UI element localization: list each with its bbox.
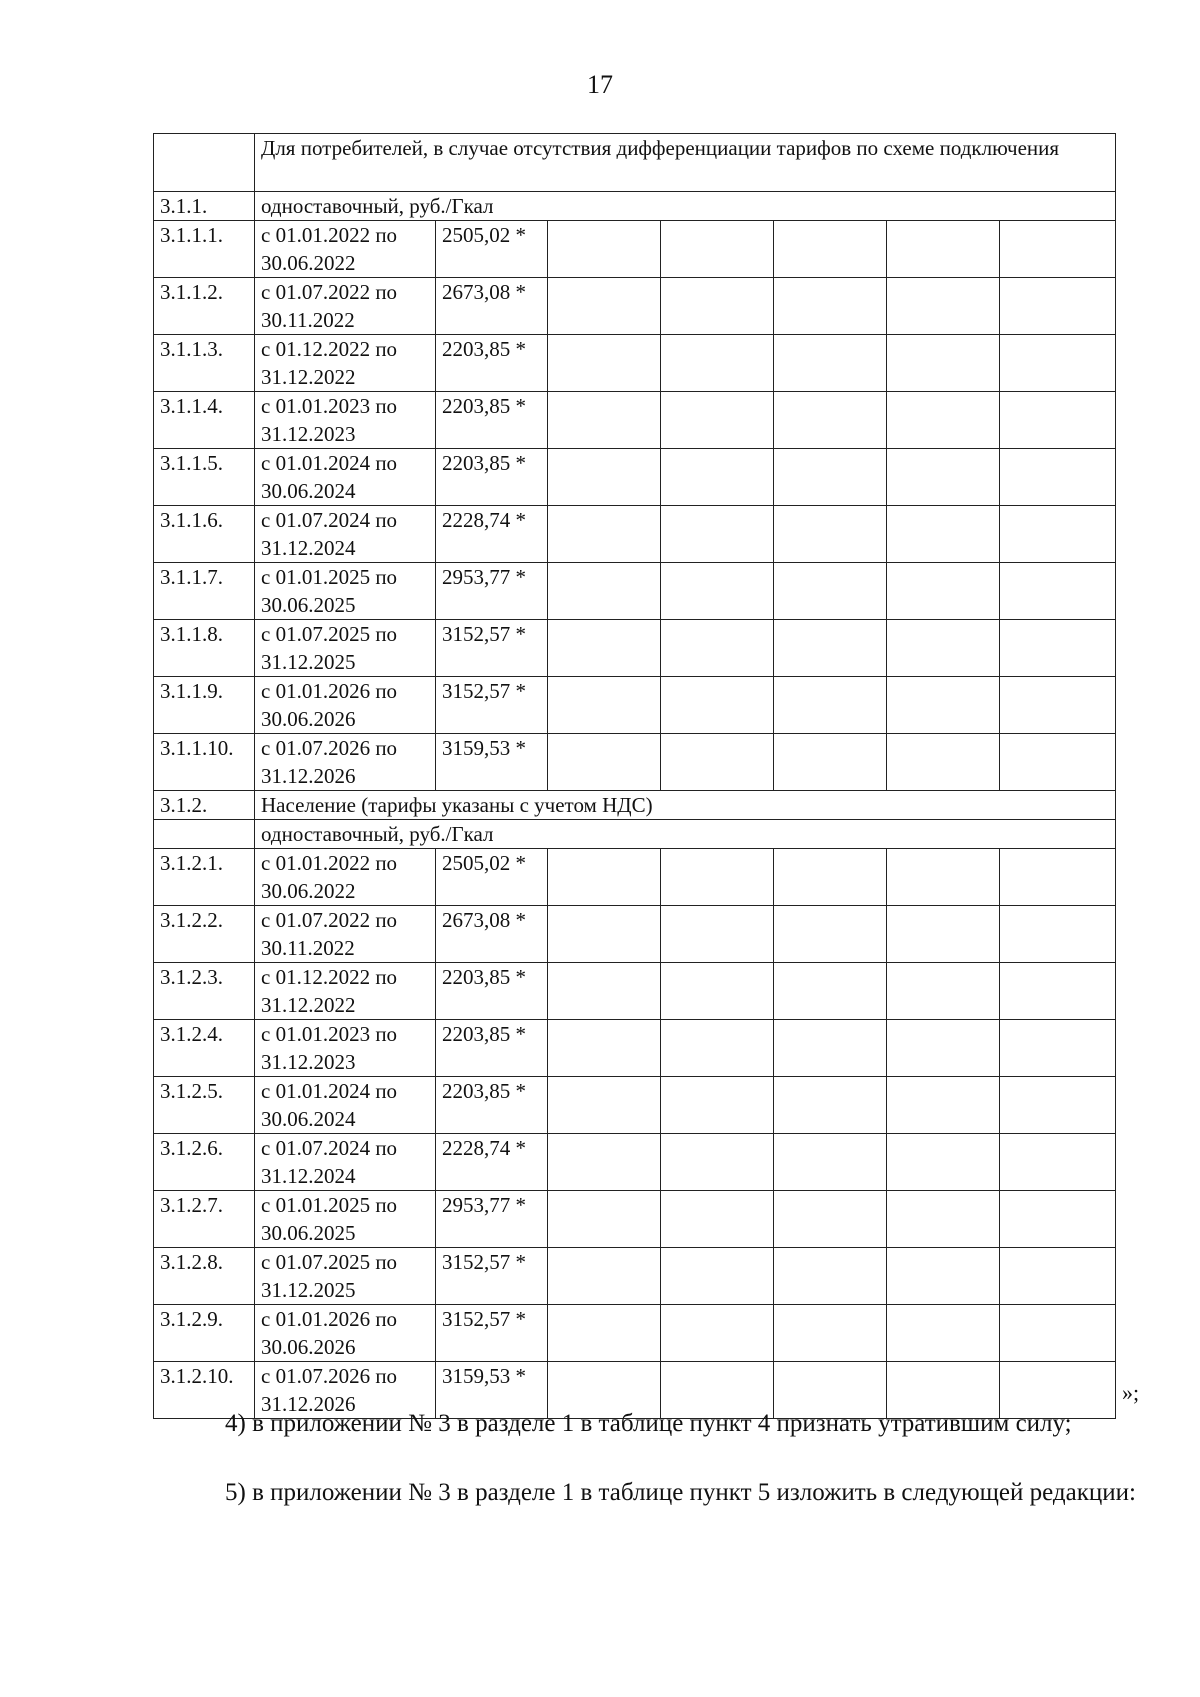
table-row <box>154 1305 1116 1362</box>
period-cell <box>255 449 436 506</box>
empty-cell <box>774 392 887 449</box>
empty-cell <box>548 963 661 1020</box>
empty-cell <box>548 1077 661 1134</box>
empty-cell <box>887 1134 1000 1191</box>
empty-cell <box>774 563 887 620</box>
empty-cell <box>774 506 887 563</box>
period-end: 31.12.2025 <box>261 1278 356 1302</box>
tariff-value: 2673,08 * <box>436 278 548 335</box>
empty-cell <box>887 506 1000 563</box>
period-start: с 01.01.2024 по <box>261 1079 398 1103</box>
empty-cell <box>661 677 774 734</box>
empty-cell <box>1000 1191 1116 1248</box>
empty-cell <box>1000 620 1116 677</box>
tariff-value: 3152,57 * <box>436 677 548 734</box>
empty-cell <box>661 734 774 791</box>
section-title-row <box>154 791 1116 820</box>
period-start: с 01.01.2026 по <box>261 1307 398 1331</box>
tariff-value: 2953,77 * <box>436 563 548 620</box>
table-row <box>154 1248 1116 1305</box>
row-number: 3.1.1.1. <box>154 221 255 278</box>
empty-cell <box>1000 221 1116 278</box>
table-row <box>154 620 1116 677</box>
paragraph-item-5 <box>153 1476 1153 1510</box>
empty-cell <box>1000 849 1116 906</box>
table-row <box>154 506 1116 563</box>
period-cell <box>255 1305 436 1362</box>
period-cell <box>255 1191 436 1248</box>
empty-cell <box>887 1248 1000 1305</box>
table-header-text: Для потребителей, в случае отсутствия дифференциации тарифов по схеме подключения <box>255 134 1116 192</box>
empty-cell <box>661 506 774 563</box>
empty-cell <box>774 335 887 392</box>
period-start: с 01.07.2026 по <box>261 1364 398 1388</box>
empty-cell <box>774 1077 887 1134</box>
empty-cell <box>1000 335 1116 392</box>
empty-cell <box>774 620 887 677</box>
row-number: 3.1.2.6. <box>154 1134 255 1191</box>
period-cell <box>255 620 436 677</box>
tariff-value: 2228,74 * <box>436 506 548 563</box>
period-end: 31.12.2025 <box>261 650 356 674</box>
period-cell <box>255 734 436 791</box>
tariff-value: 3152,57 * <box>436 1248 548 1305</box>
row-number: 3.1.2.4. <box>154 1020 255 1077</box>
period-end: 30.11.2022 <box>261 936 355 960</box>
period-end: 31.12.2024 <box>261 536 356 560</box>
empty-cell <box>548 278 661 335</box>
table-row <box>154 849 1116 906</box>
empty-cell <box>661 1134 774 1191</box>
table-row <box>154 335 1116 392</box>
period-end: 30.06.2026 <box>261 707 356 731</box>
table-row <box>154 392 1116 449</box>
table-row <box>154 1134 1116 1191</box>
period-end: 30.06.2022 <box>261 251 356 275</box>
tariff-value: 2203,85 * <box>436 963 548 1020</box>
empty-cell <box>887 278 1000 335</box>
period-cell <box>255 278 436 335</box>
empty-cell <box>548 734 661 791</box>
empty-cell <box>887 849 1000 906</box>
empty-cell <box>1000 1020 1116 1077</box>
period-end: 31.12.2023 <box>261 1050 356 1074</box>
empty-cell <box>1000 1134 1116 1191</box>
period-cell <box>255 563 436 620</box>
tariff-value: 2203,85 * <box>436 335 548 392</box>
empty-cell <box>887 221 1000 278</box>
empty-cell <box>661 449 774 506</box>
empty-cell <box>1000 1305 1116 1362</box>
table-header-row <box>154 134 1116 192</box>
period-start: с 01.07.2022 по <box>261 908 398 932</box>
empty-cell <box>774 677 887 734</box>
period-end: 31.12.2024 <box>261 1164 356 1188</box>
row-number: 3.1.2.2. <box>154 906 255 963</box>
empty-cell <box>548 1020 661 1077</box>
tariff-value: 2203,85 * <box>436 1077 548 1134</box>
period-end: 31.12.2023 <box>261 422 356 446</box>
period-end: 31.12.2022 <box>261 993 356 1017</box>
tariff-value: 2505,02 * <box>436 221 548 278</box>
section-label: одноставочный, руб./Гкал <box>255 820 1116 849</box>
empty-cell <box>1000 278 1116 335</box>
empty-cell <box>1000 906 1116 963</box>
empty-cell <box>774 734 887 791</box>
row-number: 3.1.1.3. <box>154 335 255 392</box>
empty-cell <box>887 1191 1000 1248</box>
table-row <box>154 677 1116 734</box>
table-row <box>154 1020 1116 1077</box>
tariff-value: 2228,74 * <box>436 1134 548 1191</box>
empty-cell <box>1000 563 1116 620</box>
row-number: 3.1.2.10. <box>154 1362 255 1419</box>
empty-cell <box>661 335 774 392</box>
empty-cell <box>774 221 887 278</box>
empty-cell <box>774 849 887 906</box>
row-number: 3.1.1.7. <box>154 563 255 620</box>
row-number: 3.1.2.9. <box>154 1305 255 1362</box>
empty-cell <box>661 1305 774 1362</box>
period-end: 31.12.2026 <box>261 764 356 788</box>
row-number: 3.1.2.5. <box>154 1077 255 1134</box>
tariff-table <box>153 133 1116 1419</box>
empty-cell <box>887 734 1000 791</box>
header-number-cell <box>154 134 255 192</box>
period-cell <box>255 906 436 963</box>
empty-cell <box>661 1077 774 1134</box>
empty-cell <box>1000 506 1116 563</box>
row-number: 3.1.1.5. <box>154 449 255 506</box>
empty-cell <box>548 563 661 620</box>
empty-cell <box>887 1305 1000 1362</box>
section-title: Население (тарифы указаны с учетом НДС) <box>255 791 1116 820</box>
period-cell <box>255 506 436 563</box>
section-number: 3.1.1. <box>154 192 255 221</box>
period-end: 30.06.2024 <box>261 1107 356 1131</box>
empty-cell <box>774 1134 887 1191</box>
table-row <box>154 906 1116 963</box>
section-label-row <box>154 192 1116 221</box>
empty-cell <box>887 963 1000 1020</box>
empty-cell <box>774 963 887 1020</box>
period-start: с 01.07.2022 по <box>261 280 398 304</box>
tariff-table-body <box>154 134 1116 1419</box>
row-number: 3.1.2.1. <box>154 849 255 906</box>
period-end: 30.11.2022 <box>261 308 355 332</box>
empty-cell <box>774 1020 887 1077</box>
empty-cell <box>1000 392 1116 449</box>
empty-cell <box>661 963 774 1020</box>
table-row <box>154 734 1116 791</box>
row-number: 3.1.1.8. <box>154 620 255 677</box>
empty-cell <box>661 620 774 677</box>
tariff-value: 2203,85 * <box>436 1020 548 1077</box>
empty-cell <box>774 1248 887 1305</box>
tariff-value: 2203,85 * <box>436 449 548 506</box>
empty-cell <box>661 1020 774 1077</box>
period-end: 30.06.2024 <box>261 479 356 503</box>
period-cell <box>255 335 436 392</box>
empty-cell <box>548 1134 661 1191</box>
period-cell <box>255 221 436 278</box>
empty-cell <box>661 278 774 335</box>
paragraph-item-4 <box>153 1407 1153 1441</box>
page-number: 17 <box>587 70 613 99</box>
empty-cell <box>774 1191 887 1248</box>
empty-cell <box>548 620 661 677</box>
empty-cell <box>774 449 887 506</box>
table-row <box>154 1191 1116 1248</box>
empty-cell <box>661 906 774 963</box>
empty-cell <box>887 1020 1000 1077</box>
tariff-value: 2203,85 * <box>436 392 548 449</box>
period-cell <box>255 1248 436 1305</box>
row-number: 3.1.1.9. <box>154 677 255 734</box>
period-cell <box>255 392 436 449</box>
empty-cell <box>1000 963 1116 1020</box>
empty-cell <box>1000 677 1116 734</box>
empty-cell <box>548 1305 661 1362</box>
tariff-value: 3152,57 * <box>436 1305 548 1362</box>
paragraph-text: 5) в приложении № 3 в разделе 1 в таблице пункт 5 изложить в следующей редакции: <box>225 1479 1136 1506</box>
period-start: с 01.07.2024 по <box>261 508 398 532</box>
empty-cell <box>548 1191 661 1248</box>
row-number: 3.1.1.10. <box>154 734 255 791</box>
period-start: с 01.12.2022 по <box>261 965 398 989</box>
tariff-value: 2953,77 * <box>436 1191 548 1248</box>
section-number-empty <box>154 820 255 849</box>
period-end: 31.12.2022 <box>261 365 356 389</box>
period-start: с 01.07.2026 по <box>261 736 398 760</box>
period-start: с 01.01.2026 по <box>261 679 398 703</box>
table-row <box>154 1077 1116 1134</box>
empty-cell <box>661 392 774 449</box>
row-number: 3.1.2.3. <box>154 963 255 1020</box>
paragraph-text: 4) в приложении № 3 в разделе 1 в таблице пункт 4 признать утратившим силу; <box>225 1410 1072 1437</box>
tariff-value: 3152,57 * <box>436 620 548 677</box>
tariff-value: 2505,02 * <box>436 849 548 906</box>
row-number: 3.1.1.4. <box>154 392 255 449</box>
empty-cell <box>887 449 1000 506</box>
period-start: с 01.07.2024 по <box>261 1136 398 1160</box>
period-end: 30.06.2025 <box>261 1221 356 1245</box>
period-end: 30.06.2025 <box>261 593 356 617</box>
period-start: с 01.01.2023 по <box>261 1022 398 1046</box>
period-end: 31.12.2026 <box>261 1392 356 1416</box>
empty-cell <box>774 278 887 335</box>
period-start: с 01.07.2025 по <box>261 622 398 646</box>
period-cell <box>255 963 436 1020</box>
period-end: 30.06.2026 <box>261 1335 356 1359</box>
period-cell <box>255 849 436 906</box>
tariff-value: 2673,08 * <box>436 906 548 963</box>
tariff-value: 3159,53 * <box>436 1362 548 1419</box>
empty-cell <box>1000 1248 1116 1305</box>
empty-cell <box>548 906 661 963</box>
empty-cell <box>887 1077 1000 1134</box>
period-cell <box>255 1077 436 1134</box>
period-end: 30.06.2022 <box>261 879 356 903</box>
table-row <box>154 278 1116 335</box>
row-number: 3.1.1.2. <box>154 278 255 335</box>
empty-cell <box>887 563 1000 620</box>
empty-cell <box>1000 449 1116 506</box>
period-start: с 01.01.2025 по <box>261 1193 398 1217</box>
empty-cell <box>548 392 661 449</box>
empty-cell <box>661 563 774 620</box>
empty-cell <box>774 906 887 963</box>
empty-cell <box>887 335 1000 392</box>
closing-quote-mark: »; <box>1122 1380 1140 1405</box>
empty-cell <box>548 849 661 906</box>
empty-cell <box>1000 1077 1116 1134</box>
empty-cell <box>548 677 661 734</box>
empty-cell <box>661 1191 774 1248</box>
period-start: с 01.07.2025 по <box>261 1250 398 1274</box>
empty-cell <box>661 221 774 278</box>
period-start: с 01.12.2022 по <box>261 337 398 361</box>
section-label: одноставочный, руб./Гкал <box>255 192 1116 221</box>
period-start: с 01.01.2025 по <box>261 565 398 589</box>
period-start: с 01.01.2022 по <box>261 851 398 875</box>
period-start: с 01.01.2023 по <box>261 394 398 418</box>
period-start: с 01.01.2024 по <box>261 451 398 475</box>
empty-cell <box>548 335 661 392</box>
table-row <box>154 963 1116 1020</box>
period-cell <box>255 1020 436 1077</box>
empty-cell <box>548 449 661 506</box>
empty-cell <box>548 221 661 278</box>
table-row <box>154 449 1116 506</box>
section-number: 3.1.2. <box>154 791 255 820</box>
empty-cell <box>887 620 1000 677</box>
empty-cell <box>887 392 1000 449</box>
period-start: с 01.01.2022 по <box>261 223 398 247</box>
section-label-row <box>154 820 1116 849</box>
row-number: 3.1.2.7. <box>154 1191 255 1248</box>
empty-cell <box>774 1305 887 1362</box>
table-row <box>154 563 1116 620</box>
empty-cell <box>548 1248 661 1305</box>
empty-cell <box>548 506 661 563</box>
empty-cell <box>887 906 1000 963</box>
empty-cell <box>1000 734 1116 791</box>
table-row <box>154 221 1116 278</box>
row-number: 3.1.1.6. <box>154 506 255 563</box>
empty-cell <box>661 1248 774 1305</box>
empty-cell <box>887 677 1000 734</box>
period-cell <box>255 677 436 734</box>
period-cell <box>255 1134 436 1191</box>
row-number: 3.1.2.8. <box>154 1248 255 1305</box>
empty-cell <box>661 849 774 906</box>
tariff-value: 3159,53 * <box>436 734 548 791</box>
